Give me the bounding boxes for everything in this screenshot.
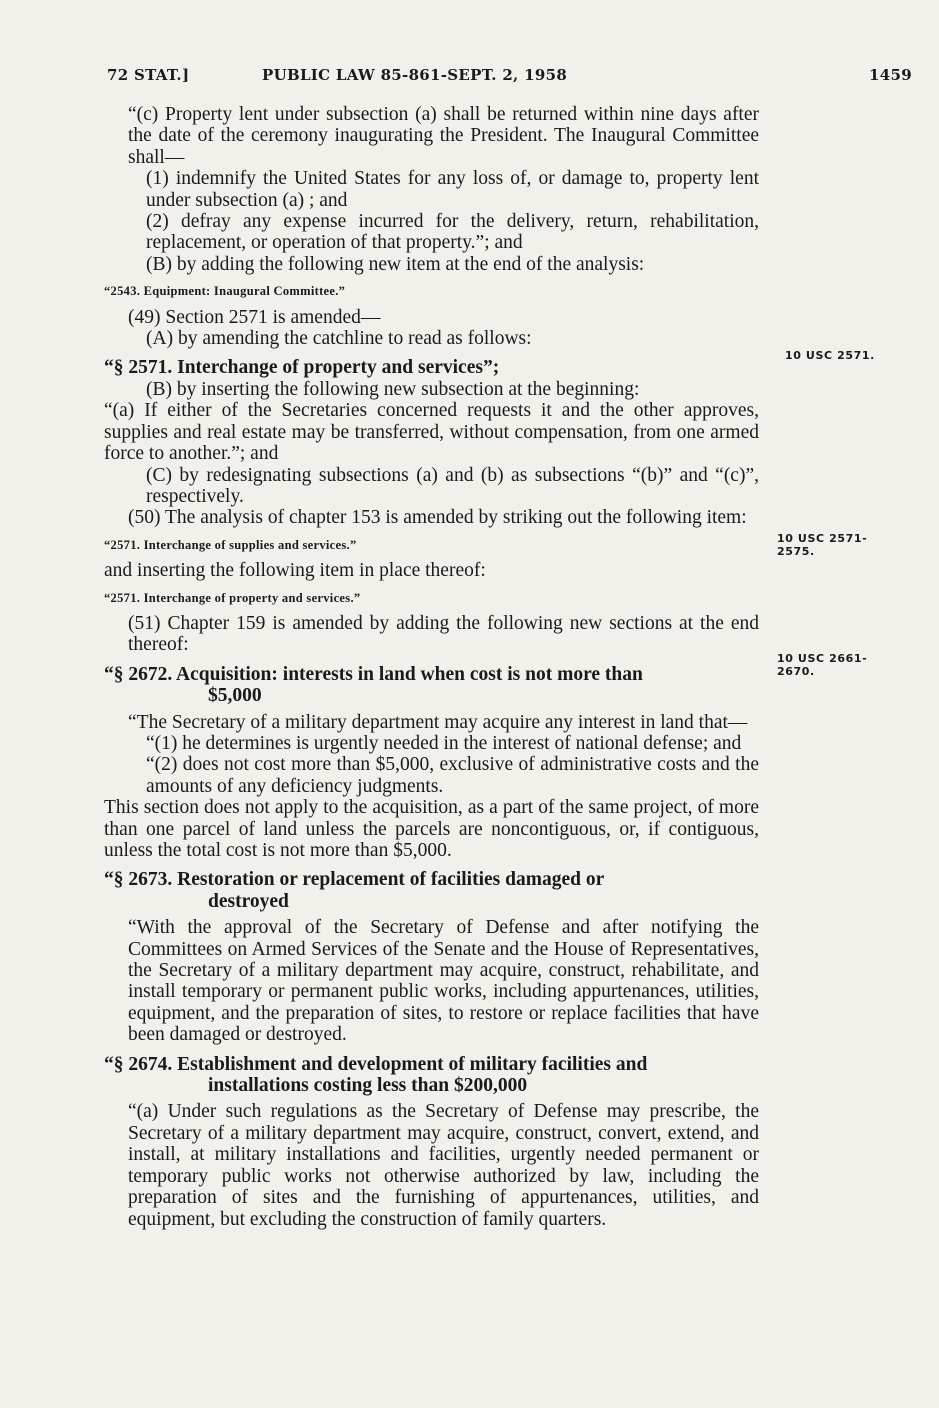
section-heading-line: destroyed — [208, 890, 289, 912]
paragraph: (2) defray any expense incurred for the delivery, return, rehabilitation, replacement, or operation of that property.”; and — [146, 211, 759, 254]
paragraph: “(c) Property lent under subsection (a) shall be returned within nine days after the date of the ceremony inaugurating the President. The Inaugural Committee shall— — [128, 104, 759, 168]
paragraph: “(2) does not cost more than $5,000, exclusive of administrative costs and the amounts of any deficiency judgments. — [146, 754, 759, 797]
section-heading — [104, 1054, 759, 1097]
paragraph: “With the approval of the Secretary of Defense and after notifying the Committees on Armed Services of the Senate and the House of Representatives, the Secretary of a military department may acquire, construct, rehabilitate, and install temporary or permanent public works, including appurtenances, utilities, equipment, and the preparation of sites, to restore or replace facilities that have been damaged or destroyed. — [128, 917, 759, 1046]
analysis-item: “2543. Equipment: Inaugural Committee.” — [104, 284, 346, 299]
margin-citation: 10 USC 2571. — [785, 349, 875, 362]
margin-citation — [777, 652, 867, 678]
paragraph: (51) Chapter 159 is amended by adding the following new sections at the end thereof: — [128, 612, 759, 656]
section-heading-line: “§ 2672. Acquisition: interests in land when cost is not more than — [104, 663, 643, 685]
paragraph: (C) by redesignating subsections (a) and (b) as subsections “(b)” and “(c)”, respectively. — [146, 464, 759, 507]
volume-reference: 72 STAT.] — [107, 66, 190, 84]
paragraph: “(1) he determines is urgently needed in the interest of national defense; and — [146, 732, 742, 754]
paragraph: (1) indemnify the United States for any loss of, or damage to, property lent under subsection (a) ; and — [146, 168, 759, 211]
paragraph: (B) by inserting the following new subsection at the beginning: — [146, 378, 640, 400]
section-heading-line: “§ 2674. Establishment and development of military facilities and — [104, 1053, 648, 1075]
analysis-item: “2571. Interchange of supplies and services.” — [104, 537, 357, 552]
paragraph: “The Secretary of a military department may acquire any interest in land that— — [128, 711, 748, 733]
paragraph: (49) Section 2571 is amended— — [128, 306, 381, 328]
page-number: 1459 — [869, 66, 912, 84]
section-heading-line: “§ 2673. Restoration or replacement of facilities damaged or — [104, 869, 605, 891]
paragraph: (B) by adding the following new item at the end of the analysis: — [146, 253, 645, 275]
section-heading-line: $5,000 — [208, 685, 262, 707]
statute-body — [104, 104, 759, 1230]
paragraph: “(a) If either of the Secretaries concerned requests it and the other approves, supplies and real estate may be transferred, without compensation, from one armed force to another.”; and — [104, 400, 759, 465]
margin-citation-line: 2575. — [777, 545, 815, 558]
paragraph: This section does not apply to the acquisition, as a part of the same project, of more than one parcel of land unless the parcels are noncontiguous, or, if contiguous, unless the total cost is not more than $5,000. — [104, 797, 759, 861]
margin-citation-line: 2670. — [777, 665, 815, 678]
paragraph: “(a) Under such regulations as the Secretary of Defense may prescribe, the Secretary of a military department may acquire, construct, convert, extend, and install, at military installations and facilities, urgently needed permanent or temporary public works not otherwise authorized by law, including the preparation of sites and the furnishing of appurtenances, utilities, and equipment, but excluding the construction of family quarters. — [128, 1101, 759, 1230]
paragraph: and inserting the following item in place thereof: — [104, 560, 486, 582]
section-heading-line: installations costing less than $200,000 — [208, 1075, 528, 1097]
section-heading — [104, 869, 759, 912]
analysis-item: “2571. Interchange of property and services.” — [104, 590, 361, 605]
section-heading: “§ 2571. Interchange of property and services”; — [104, 357, 500, 379]
margin-citation-line: 10 USC 2571- — [777, 532, 868, 545]
margin-citation — [777, 532, 867, 558]
running-header: PUBLIC LAW 85-861-SEPT. 2, 1958 — [262, 66, 568, 84]
paragraph: (50) The analysis of chapter 153 is amended by striking out the following item: — [128, 507, 747, 529]
section-heading — [104, 664, 759, 707]
paragraph: (A) by amending the catchline to read as follows: — [146, 328, 532, 350]
margin-citation-line: 10 USC 2661- — [777, 652, 868, 665]
